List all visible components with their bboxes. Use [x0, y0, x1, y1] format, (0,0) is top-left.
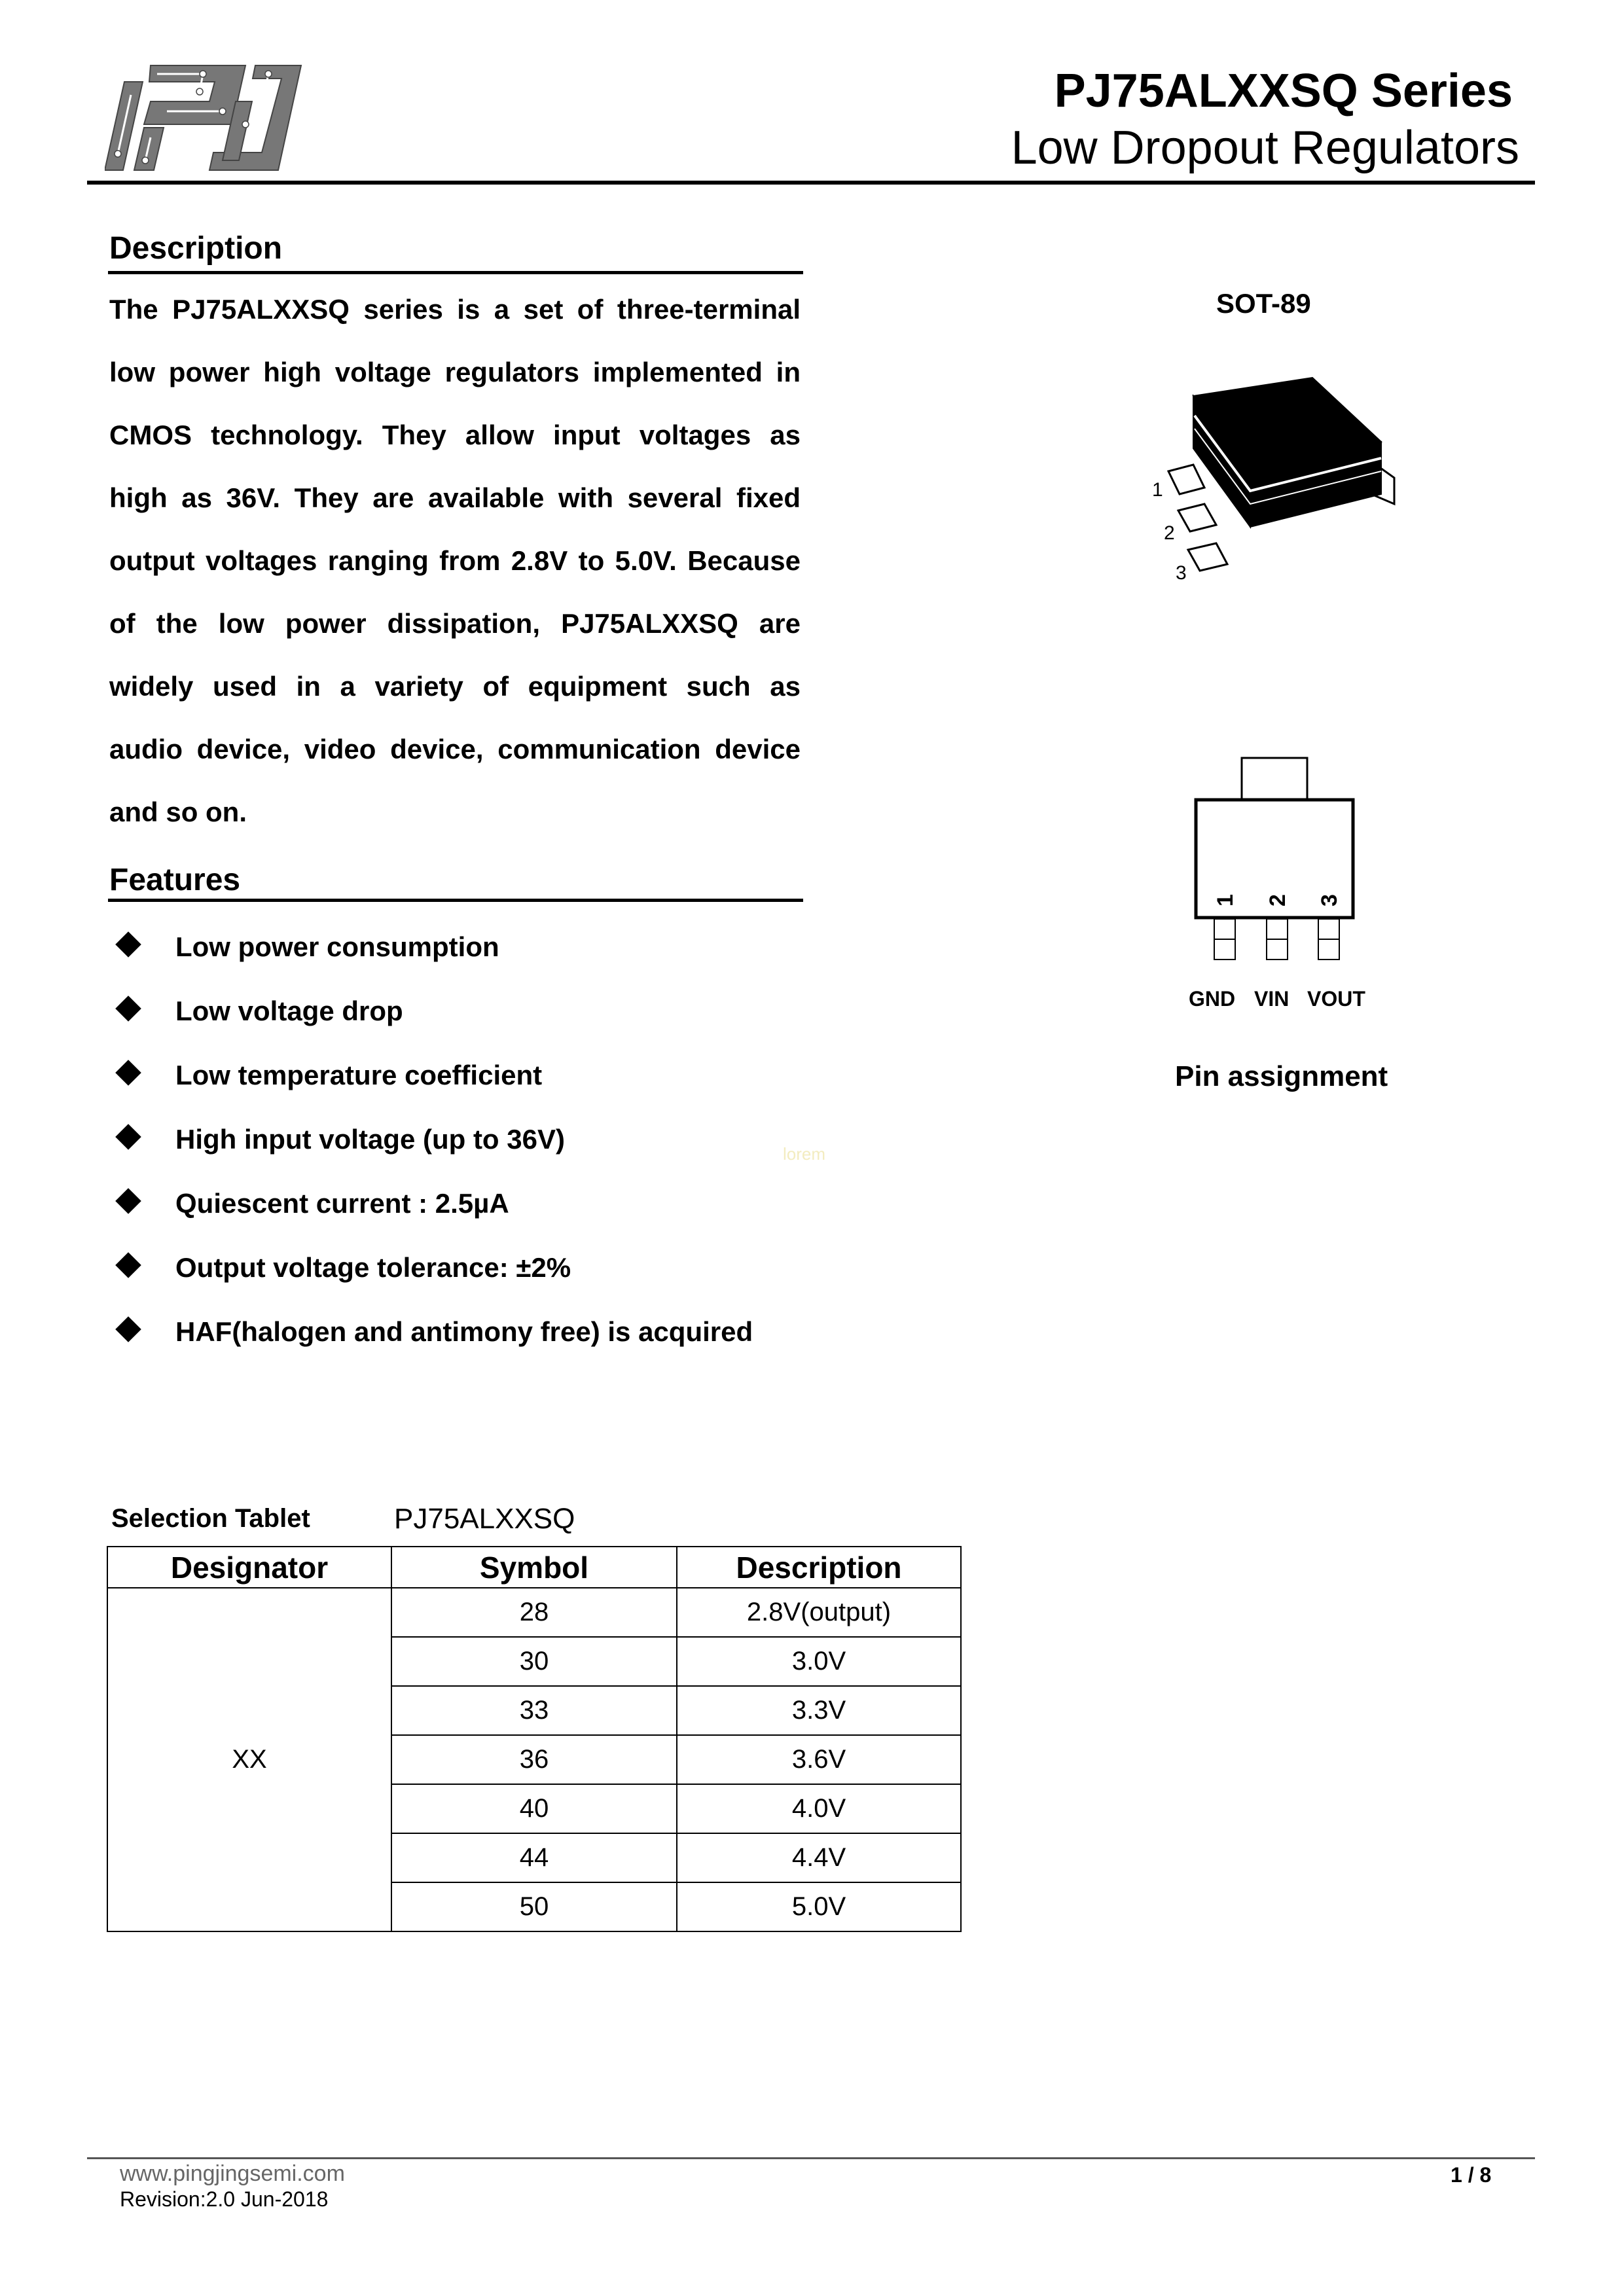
description-cell: 5.0V [677, 1882, 961, 1931]
symbol-cell: 33 [391, 1686, 677, 1735]
footer-website-link[interactable]: www.pingjingsemi.com [120, 2161, 345, 2186]
sot89-package-icon [1113, 353, 1414, 602]
column-header-designator: Designator [107, 1547, 391, 1588]
description-line: of the low power dissipation, PJ75ALXXSQ are [109, 608, 801, 639]
diamond-bullet-icon [115, 1252, 141, 1278]
description-cell: 4.0V [677, 1784, 961, 1833]
series-title: PJ75ALXXSQ Series [1054, 65, 1513, 117]
page-number: 1 / 8 [1451, 2163, 1492, 2187]
footer-revision: Revision:2.0 Jun-2018 [120, 2187, 329, 2211]
description-cell: 3.3V [677, 1686, 961, 1735]
pin-diagram-number: 1 [1213, 894, 1238, 906]
column-header-description: Description [677, 1547, 961, 1588]
symbol-cell: 36 [391, 1735, 677, 1784]
package-pin-number: 3 [1176, 562, 1187, 584]
description-line: audio device, video device, communication device [109, 734, 801, 764]
diamond-bullet-icon [115, 1188, 141, 1214]
table-header-row [107, 1547, 961, 1588]
selection-table [107, 1546, 962, 1932]
description-heading: Description [109, 231, 283, 266]
package-pin-number: 2 [1164, 522, 1175, 544]
company-logo-icon [105, 62, 304, 173]
designator-cell: XX [107, 1588, 391, 1931]
symbol-cell: 28 [391, 1588, 677, 1637]
series-subtitle: Low Dropout Regulators [1011, 122, 1519, 174]
description-line: widely used in a variety of equipment such as [109, 671, 801, 702]
symbol-cell: 40 [391, 1784, 677, 1833]
header-divider [87, 181, 1535, 185]
package-name: SOT-89 [1216, 288, 1311, 319]
feature-item: Low voltage drop [113, 995, 403, 1028]
pin-diagram-number: 2 [1265, 894, 1290, 906]
description-cell: 3.0V [677, 1637, 961, 1686]
description-line: low power high voltage regulators implemented in [109, 357, 801, 387]
footer-divider [87, 2157, 1535, 2159]
table-row [107, 1588, 961, 1637]
faint-watermark-text: lorem [783, 1144, 826, 1164]
feature-item: High input voltage (up to 36V) [113, 1123, 565, 1156]
feature-item: Low power consumption [113, 931, 499, 963]
package-pin-number: 1 [1152, 479, 1163, 501]
pin-assignment-diagram-icon [1165, 753, 1381, 1014]
diamond-bullet-icon [115, 996, 141, 1022]
symbol-cell: 44 [391, 1833, 677, 1882]
feature-item: Low temperature coefficient [113, 1059, 542, 1092]
feature-item: Quiescent current : 2.5µA [113, 1187, 509, 1220]
description-line: output voltages ranging from 2.8V to 5.0V. Because [109, 545, 801, 576]
pin-label-gnd: GND [1189, 987, 1236, 1011]
symbol-cell: 30 [391, 1637, 677, 1686]
selection-part-number: PJ75ALXXSQ [394, 1503, 575, 1535]
features-divider [108, 899, 803, 902]
feature-item: Output voltage tolerance: ±2% [113, 1251, 571, 1284]
feature-item: HAF(halogen and antimony free) is acquired [113, 1316, 753, 1348]
description-line: The PJ75ALXXSQ series is a set of three-terminal [109, 294, 801, 325]
diamond-bullet-icon [115, 931, 141, 958]
selection-table-label: Selection Tablet [111, 1504, 310, 1533]
diamond-bullet-icon [115, 1316, 141, 1342]
column-header-symbol: Symbol [391, 1547, 677, 1588]
description-line: CMOS technology. They allow input voltages as [109, 420, 801, 450]
description-cell: 3.6V [677, 1735, 961, 1784]
description-line: high as 36V. They are available with several fixed [109, 482, 801, 513]
diamond-bullet-icon [115, 1060, 141, 1086]
symbol-cell: 50 [391, 1882, 677, 1931]
description-line: and so on. [109, 797, 247, 827]
description-cell: 2.8V(output) [677, 1588, 961, 1637]
pin-label-vout: VOUT [1307, 987, 1365, 1011]
description-divider [108, 271, 803, 274]
pin-assignment-caption: Pin assignment [1175, 1060, 1388, 1092]
features-heading: Features [109, 863, 241, 897]
pin-diagram-number: 3 [1317, 894, 1342, 906]
diamond-bullet-icon [115, 1124, 141, 1150]
pin-label-vin: VIN [1254, 987, 1290, 1011]
description-cell: 4.4V [677, 1833, 961, 1882]
